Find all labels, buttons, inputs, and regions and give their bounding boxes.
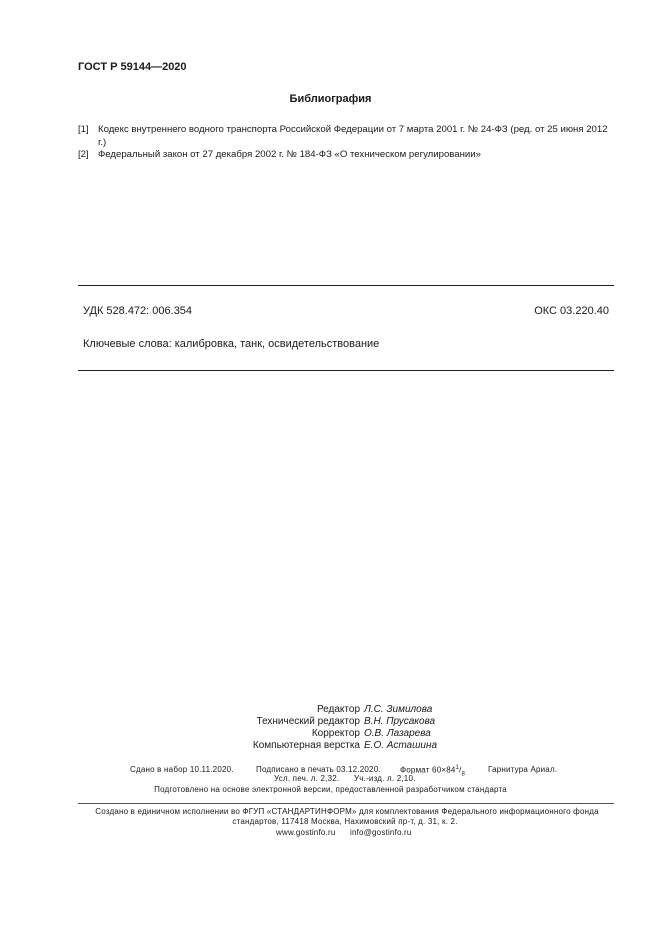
- credit-name: Л.С. Зимилова: [364, 704, 433, 715]
- keywords: Ключевые слова: калибровка, танк, освидетельствование: [83, 338, 380, 350]
- bibliography-title: Библиография: [289, 93, 372, 105]
- bibliography-item-number: [2]: [78, 149, 89, 160]
- pub-prepared-note: Подготовлено на основе электронной версии, предоставленной разработчиком стандарта: [154, 785, 507, 794]
- bibliography-item: [78, 148, 618, 161]
- oks-code: ОКС 03.220.40: [534, 305, 609, 317]
- pub-print-date: Подписано в печать 03.12.2020.: [256, 765, 381, 774]
- standard-number: ГОСТ Р 59144—2020: [78, 61, 187, 73]
- udk-code: УДК 528.472: 006.354: [83, 305, 193, 317]
- footer-divider: [78, 803, 614, 804]
- footer-created-note: Создано в единичном исполнении во ФГУП «СТАНДАРТИНФОРМ» для комплектования Федерального информационного фонда: [95, 807, 599, 816]
- pub-edit-sheets: Уч.-изд. л. 2,10.: [354, 774, 416, 783]
- pub-print-sheets: Усл. печ. л. 2,32.: [274, 774, 340, 783]
- credit-role: Компьютерная верстка: [252, 740, 360, 751]
- credit-name: О.В. Лазарева: [364, 728, 431, 739]
- credit-name: Е.О. Асташина: [364, 740, 438, 751]
- pub-format-sup: 1: [455, 765, 460, 771]
- bibliography-item-text: Кодекс внутреннего водного транспорта Российской Федерации от 7 марта 2001 г. № 24-ФЗ (ред. от 25 июня 2012 г.): [98, 124, 608, 148]
- pub-font: Гарнитура Ариал.: [488, 765, 558, 774]
- bibliography-item-text: Федеральный закон от 27 декабря 2002 г. № 184-ФЗ «О техническом регулировании»: [98, 149, 481, 160]
- bibliography-item-number: [1]: [78, 124, 89, 135]
- pub-format-text: Формат 60×84: [400, 765, 456, 775]
- pub-typeset-date: Сдано в набор 10.11.2020.: [130, 765, 234, 774]
- bibliography-item: [78, 123, 618, 149]
- footer-website[interactable]: www.gostinfo.ru: [276, 828, 336, 837]
- top-divider: [78, 285, 614, 286]
- pub-format: Формат $60\times 84^1/_8$: [400, 765, 466, 778]
- credit-role: Технический редактор: [256, 716, 360, 727]
- pub-format-sub: 8: [461, 771, 466, 778]
- bottom-divider: [78, 370, 614, 371]
- credit-role: Редактор: [316, 704, 360, 715]
- footer-email[interactable]: info@gostinfo.ru: [350, 828, 412, 837]
- credit-role: Корректор: [311, 728, 360, 739]
- credit-layout: [0, 740, 360, 754]
- credit-name: В.Н. Прусакова: [364, 716, 436, 727]
- footer-address: стандартов, 117418 Москва, Нахимовский пр-т, д. 31, к. 2.: [232, 817, 458, 826]
